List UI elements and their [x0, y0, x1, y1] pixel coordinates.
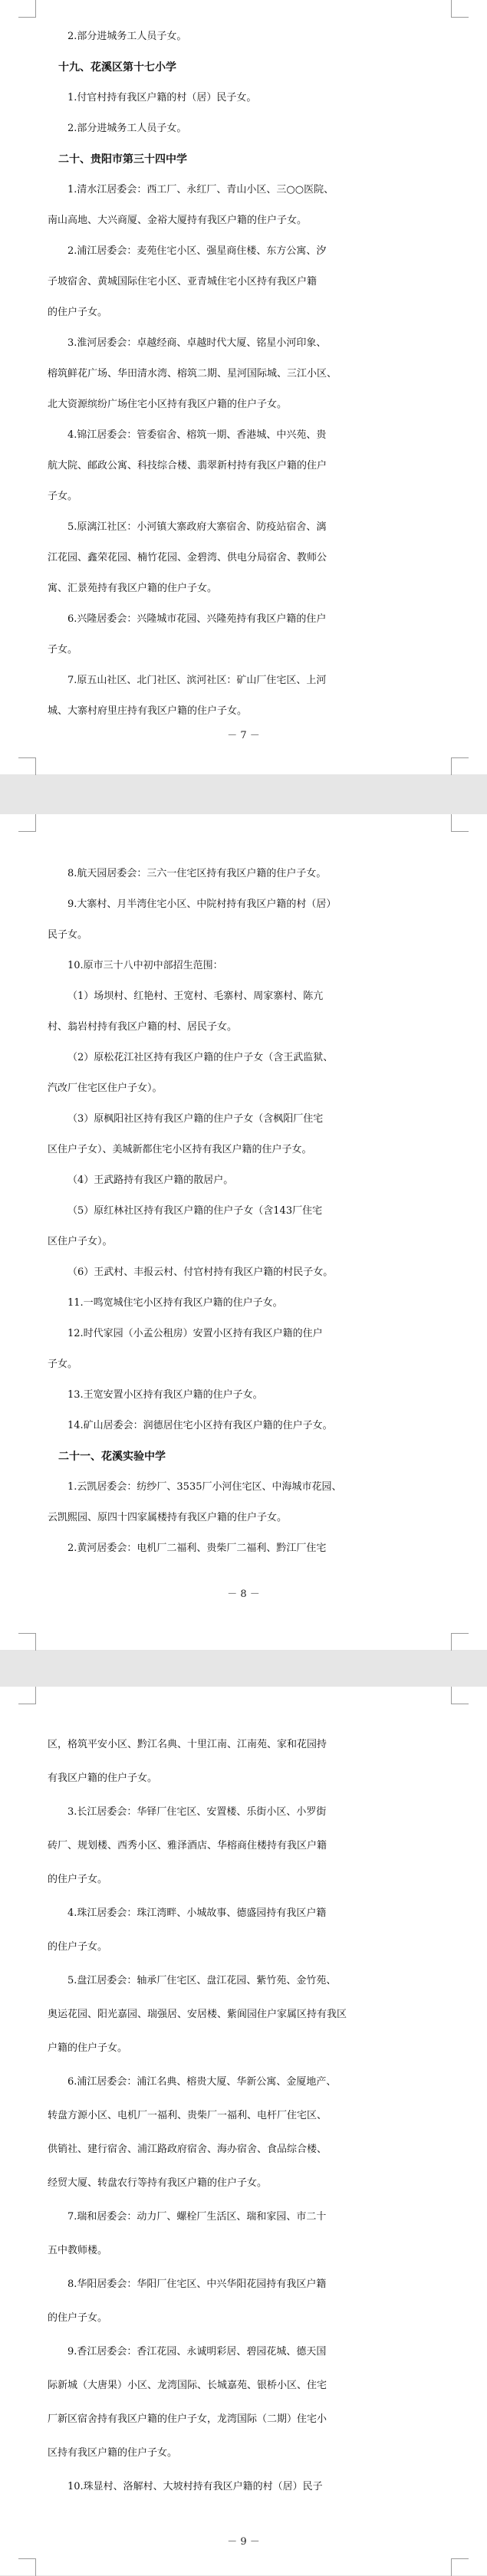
text-line: （5）原红林社区持有我区户籍的住户子女（含143厂住宅 [67, 1205, 323, 1217]
text-line: 3.长江居委会：华铎厂住宅区、安置楼、乐街小区、小罗街 [67, 1806, 327, 1818]
text-line: 民子女。 [48, 929, 88, 941]
text-line: 城、大寨村府里庄持有我区户籍的住户子女。 [48, 705, 248, 717]
text-line: 际新城（大唐果）小区、龙湾国际、长城嘉苑、银桥小区、住宅 [48, 2380, 327, 2391]
section-heading: 二十、贵阳市第三十四中学 [58, 153, 187, 166]
text-line: （2）原松花江社区持有我区户籍的住户子女（含王武监狱、 [67, 1052, 334, 1063]
crop-mark [451, 2558, 469, 2576]
text-line: 子女。 [48, 1359, 78, 1370]
text-line: 区持有我区户籍的住户子女。 [48, 2447, 178, 2459]
text-line: 江花园、鑫荣花园、楠竹花园、金碧湾、供电分局宿舍、教师公 [48, 552, 327, 564]
text-line: 的住户子女。 [48, 2312, 108, 2324]
text-line: 户籍的住户子女。 [48, 2042, 128, 2054]
text-line: 10.原市三十八中初中部招生范围： [67, 960, 223, 971]
text-line: 五中教师楼。 [48, 2245, 108, 2256]
page-number: － 9 － [227, 2536, 260, 2548]
section-heading: 十九、花溪区第十七小学 [58, 61, 176, 74]
text-line: 区住户子女）。 [48, 1236, 113, 1247]
document-page [0, 814, 487, 1650]
text-line: 砖厂、规划楼、西秀小区、雅泽酒店、华榕商住楼持有我区户籍 [48, 1840, 327, 1852]
text-line: （6）王武村、丰报云村、付官村持有我区户籍的村民子女。 [67, 1267, 334, 1278]
text-line: （3）原枫阳社区持有我区户籍的住户子女（含枫阳厂住宅 [67, 1113, 324, 1125]
text-line: 转盘方源小区、电机厂一福利、贵柴厂一福利、电杆厂住宅区、 [48, 2110, 327, 2121]
page-number: － 7 － [227, 730, 260, 741]
text-line: 奥运花园、阳光嘉园、瑞强居、安居楼、紫阆园住户家属区持有我区 [48, 2009, 347, 2020]
text-line: 航大院、邮政公寓、科技综合楼、翡翠新村持有我区户籍的住户 [48, 460, 327, 472]
text-line: 4.锦江居委会：管委宿舍、榕筑一期、香港城、中兴苑、贵 [67, 429, 327, 441]
text-line: 5.原漓江社区：小河镇大寨政府大寨宿舍、防疫站宿舍、漓 [67, 521, 327, 533]
text-line: 2.浦江居委会：麦苑住宅小区、强星商住楼、东方公寓、汐 [67, 245, 327, 257]
text-line: 2.部分进城务工人员子女。 [67, 31, 187, 42]
text-line: 8.航天园居委会：三六一住宅区持有我区户籍的住户子女。 [67, 868, 327, 879]
text-line: 的住户子女。 [48, 1941, 108, 1953]
text-line: 子女。 [48, 491, 78, 502]
text-line: 12.时代家园（小孟公租房）安置小区持有我区户籍的住户 [67, 1328, 323, 1339]
text-line: 南山高地、大兴商厦、金裕大厦持有我区户籍的住户子女。 [48, 215, 308, 226]
text-line: 的住户子女。 [48, 1874, 108, 1885]
text-line: 北大资源缤纷广场住宅小区持有我区户籍的住户子女。 [48, 399, 288, 410]
text-line: 区住户子女）、美城新都住宅小区持有我区户籍的住户子女。 [48, 1144, 312, 1155]
text-line: 子女。 [48, 644, 78, 656]
text-line: 1.清水江居委会：西工厂、永红厂、青山小区、三○○医院、 [67, 184, 334, 196]
text-line: 经贸大厦、转盘农行等持有我区户籍的住户子女。 [48, 2177, 268, 2189]
text-line: 厂新区宿舍持有我区户籍的住户子女，龙湾国际（二期）住宅小 [48, 2413, 327, 2425]
text-line: 11.一鸣宽城住宅小区持有我区户籍的住户子女。 [67, 1297, 283, 1309]
text-line: 区，格筑平安小区、黔江名典、十里江南、江南苑、家和花园持 [48, 1739, 327, 1750]
text-line: 14.矿山居委会：润德居住宅小区持有我区户籍的住户子女。 [67, 1420, 333, 1431]
text-line: 子坡宿舍、黄城国际住宅小区、亚青城住宅小区持有我区户籍 [48, 276, 318, 288]
text-line: 汽改厂住宅区住户子女）。 [48, 1083, 163, 1094]
text-line: 寓、汇景苑持有我区户籍的住户子女。 [48, 583, 218, 594]
text-line: 有我区户籍的住户子女。 [48, 1773, 158, 1784]
crop-mark [18, 1687, 36, 1704]
text-line: 9.大寨村、月半湾住宅小区、中院村持有我区户籍的村（居） [67, 899, 337, 910]
crop-mark [18, 0, 36, 18]
text-line: 3.淮河居委会：卓越经商、卓越时代大厦、铭星小河印象、 [67, 337, 327, 349]
text-line: 7.原五山社区、北门社区、滨河社区：矿山厂住宅区、上河 [67, 675, 327, 686]
text-line: 8.华阳居委会：华阳厂住宅区、中兴华阳花园持有我区户籍 [67, 2279, 327, 2290]
text-line: 6.浦江居委会：浦江名典、榕贵大厦、华新公寓、金厦地产、 [67, 2076, 337, 2088]
crop-mark [451, 0, 469, 18]
text-line: 云凯熙园、原四十四家属楼持有我区户籍的住户子女。 [48, 1512, 288, 1523]
crop-mark [451, 757, 469, 775]
crop-mark [18, 757, 36, 775]
text-line: 2.黄河居委会：电机厂二福利、贵柴厂二福利、黔江厂住宅 [67, 1543, 327, 1554]
document-page [0, 1687, 487, 2575]
section-heading: 二十一、花溪实验中学 [58, 1451, 166, 1463]
crop-mark [451, 1633, 469, 1651]
crop-mark [18, 2558, 36, 2576]
text-line: 6.兴隆居委会：兴隆城市花园、兴隆苑持有我区户籍的住户 [67, 613, 327, 625]
crop-mark [18, 1633, 36, 1651]
document-page [0, 0, 487, 774]
text-line: 村、翁岩村持有我区户籍的村、居民子女。 [48, 1021, 238, 1033]
crop-mark [18, 814, 36, 832]
text-line: 13.王宽安置小区持有我区户籍的住户子女。 [67, 1389, 263, 1401]
text-line: 榕筑鲜花广场、华田清水湾、榕筑二期、星河国际城、三江小区、 [48, 368, 337, 380]
text-line: 1.付官村持有我区户籍的村（居）民子女。 [67, 92, 257, 104]
text-line: 7.瑞和居委会：动力厂、螺栓厂生活区、瑞和家园、市二十 [67, 2211, 327, 2223]
page-number: － 8 － [227, 1589, 260, 1600]
text-line: 10.珠显村、洛解村、大坡村持有我区户籍的村（居）民子 [67, 2481, 323, 2492]
text-line: 的住户子女。 [48, 307, 108, 318]
text-line: 2.部分进城务工人员子女。 [67, 123, 187, 134]
text-line: 4.珠江居委会：珠江湾畔、小城故事、德盛园持有我区户籍 [67, 1907, 327, 1919]
crop-mark [451, 814, 469, 832]
text-line: 1.云凯居委会：纺纱厂、3535厂小河住宅区、中海城市花园、 [67, 1481, 342, 1493]
text-line: 供销社、建行宿舍、浦江路政府宿舍、海办宿舍、食品综合楼、 [48, 2144, 327, 2155]
text-line: 5.盘江居委会：轴承厂住宅区、盘江花园、紫竹苑、金竹苑、 [67, 1975, 337, 1986]
text-line: （1）场坝村、红艳村、王宽村、毛寨村、周家寨村、陈亢 [67, 991, 324, 1002]
text-line: （4）王武路持有我区户籍的散居户。 [67, 1175, 234, 1186]
crop-mark [451, 1687, 469, 1704]
text-line: 9.香江居委会：香江花园、永诚明彩居、碧园花城、德天国 [67, 2346, 327, 2358]
